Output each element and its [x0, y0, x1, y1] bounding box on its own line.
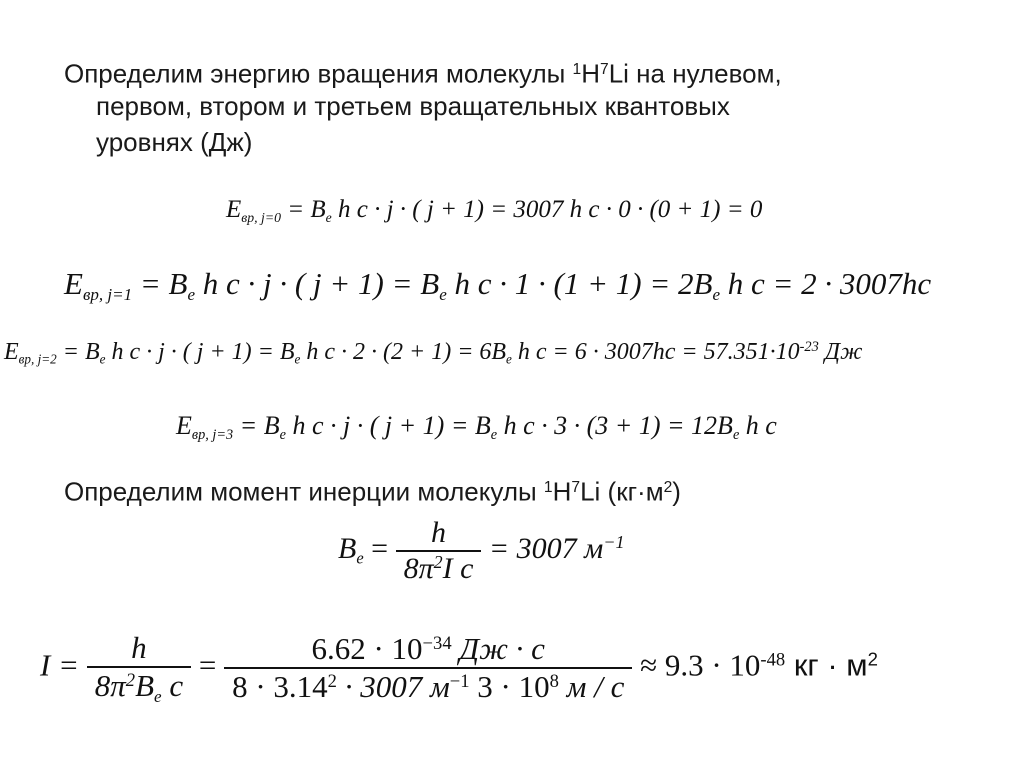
fraction-denominator [87, 668, 191, 707]
fraction-numerator: h [87, 630, 191, 668]
subscript-e: e [506, 351, 512, 367]
unit-joule: Дж [818, 339, 863, 365]
subscript-e: e [154, 686, 162, 706]
fraction-denominator [396, 552, 482, 586]
energy-symbol: E [176, 411, 192, 440]
den-part: м / с [558, 669, 625, 705]
energy-subscript: вр, j=0 [241, 209, 281, 225]
equation-j2 [4, 339, 862, 368]
den-part: c [161, 668, 184, 703]
inertia-fraction-1 [87, 630, 191, 707]
den-part: 8π [403, 552, 434, 585]
eq-part: h c · j · ( j + 1) = B [285, 411, 491, 440]
heading-inertia-text: Определим момент инерции молекулы [64, 476, 537, 507]
unit-kg-m2: кг · м [785, 647, 868, 683]
exponent: 8 [549, 671, 559, 693]
heading-inertia [64, 470, 681, 510]
subscript-e: e [294, 351, 301, 367]
den-part: B [135, 668, 155, 703]
eq-part: = B [239, 411, 280, 440]
eq-part: h c = 2 · 3007hc [720, 266, 932, 301]
mass-number-h: 1 [572, 61, 582, 78]
subscript-e: e [325, 209, 332, 225]
heading-energy-line2: первом, втором и третьем вращательных квантовых [96, 91, 730, 121]
inertia-fraction-2 [224, 631, 632, 705]
eq-part: h c · j · ( j + 1) = B [105, 339, 295, 365]
heading-energy-tail: Li на нулевом, [608, 58, 782, 89]
subscript-e: e [356, 548, 364, 568]
heading-energy-line3: уровнях (Дж) [96, 127, 253, 157]
exponent: 2 [663, 479, 673, 496]
mass-number-li: 7 [600, 61, 609, 78]
energy-subscript: вр, j=2 [18, 351, 57, 367]
subscript-e: e [187, 284, 196, 304]
heading-energy-text: Определим энергию вращения молекулы [64, 58, 566, 89]
energy-subscript: вр, j=1 [82, 284, 133, 304]
mass-number-h: 1 [543, 479, 553, 496]
subscript-e: e [732, 427, 740, 443]
eq-part: h c = 6 · 3007hc = 57.351·10 [511, 339, 800, 365]
mass-number-li: 7 [571, 479, 581, 496]
exponent: 2 [867, 648, 878, 670]
subscript-e: e [439, 284, 447, 304]
eq-part: = B [62, 339, 100, 365]
den-part: I c [442, 552, 474, 585]
element-h: H [581, 58, 601, 89]
fraction-numerator: h [396, 516, 482, 552]
exponent: −1 [603, 532, 625, 552]
be-symbol: B [338, 531, 357, 565]
eq-part: = B [287, 196, 326, 223]
energy-symbol: E [64, 266, 83, 301]
element-h: H [552, 476, 572, 507]
energy-subscript: вр, j=3 [191, 427, 234, 443]
eq-part: h c · 1 · (1 + 1) = 2B [446, 266, 713, 301]
equation-inertia [40, 630, 878, 707]
eq-part: h c [739, 411, 777, 440]
subscript-e: e [712, 284, 720, 304]
equation-be [338, 516, 624, 586]
fraction-numerator [224, 631, 632, 669]
equation-j0 [226, 196, 762, 226]
eq-part: h c · j · ( j + 1) = B [195, 266, 440, 301]
subscript-e: e [99, 351, 106, 367]
heading-energy [64, 52, 782, 92]
equation-j1 [64, 266, 931, 305]
be-result: = 3007 м [488, 531, 604, 565]
paren-close: ) [672, 476, 681, 507]
exponent: -23 [799, 339, 819, 356]
fraction-denominator [224, 669, 632, 705]
den-part: · 3007 м [336, 669, 450, 705]
inertia-result: ≈ 9.3 · 10 [632, 647, 761, 683]
exponent: 2 [327, 671, 337, 693]
energy-symbol: E [226, 196, 242, 223]
be-fraction [396, 516, 482, 586]
subscript-e: e [490, 427, 498, 443]
energy-symbol: E [4, 339, 19, 365]
eq-part: = B [139, 266, 188, 301]
equals-sign: = [191, 647, 225, 683]
eq-part: h c · 2 · (2 + 1) = 6B [300, 339, 507, 365]
num-part: Дж · с [451, 631, 545, 667]
exponent: −34 [422, 633, 452, 655]
exponent: −1 [449, 671, 470, 693]
exponent: 2 [125, 669, 136, 691]
heading-inertia-tail: Li (кг·м [580, 476, 664, 507]
eq-part: h c · j · ( j + 1) = 3007 h c · 0 · (0 + 1) = 0 [331, 196, 763, 223]
exponent: -48 [760, 649, 786, 671]
equation-j3 [176, 411, 777, 444]
den-part: 3 · 10 [469, 669, 550, 705]
subscript-e: e [279, 427, 286, 443]
exponent: 2 [433, 552, 443, 573]
equals-sign: = [363, 531, 396, 565]
den-part: 8 · 3.14 [232, 669, 328, 705]
inertia-symbol: I = [40, 647, 87, 683]
eq-part: h c · 3 · (3 + 1) = 12B [497, 411, 733, 440]
den-part: 8π [94, 668, 126, 703]
num-part: 6.62 · 10 [311, 631, 423, 667]
